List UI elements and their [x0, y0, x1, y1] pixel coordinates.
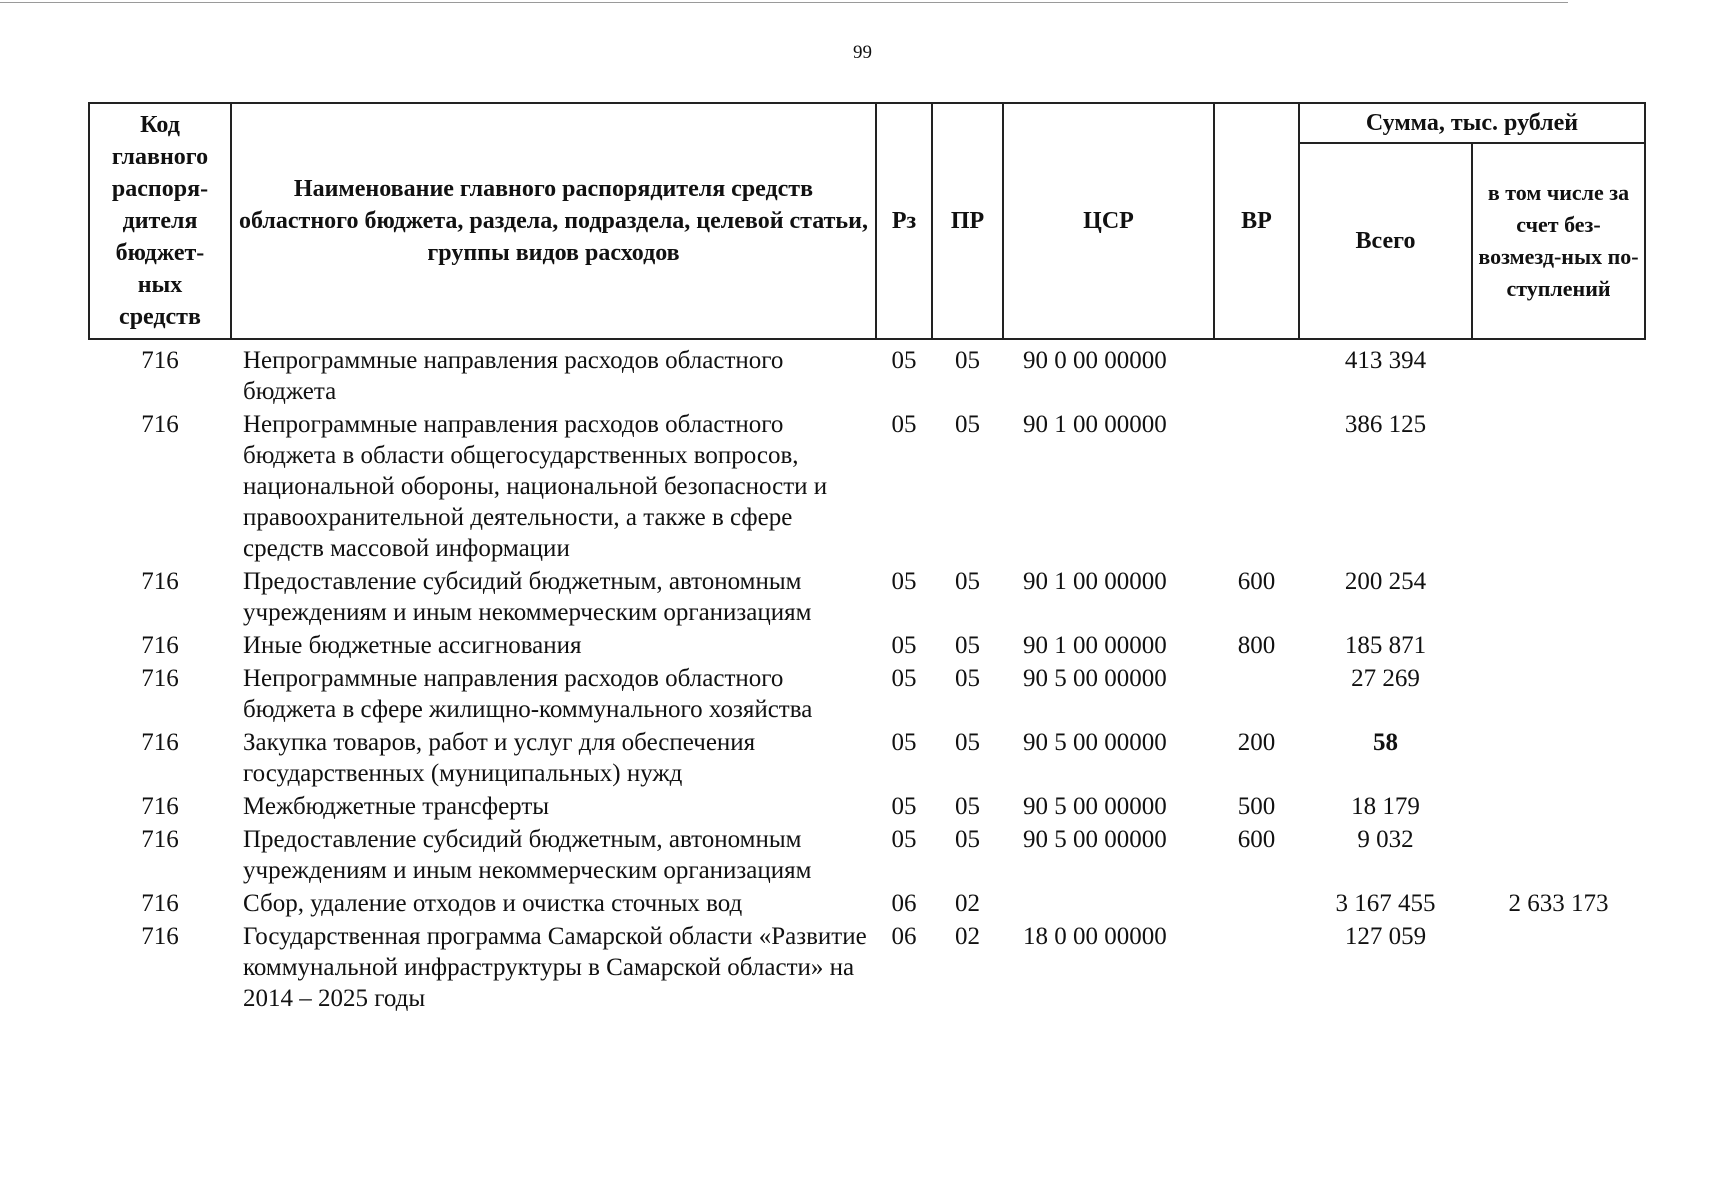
table-row: [89, 886, 1645, 919]
cell-total: 27 269: [1351, 665, 1420, 692]
header-vr: ВР: [1214, 103, 1299, 339]
cell-rz: 05: [891, 826, 917, 853]
cell-code: 716: [141, 347, 179, 374]
cell-rz: 06: [891, 890, 917, 917]
cell-name: Сбор, удаление отходов и очистка сточных вод: [243, 890, 743, 917]
cell-pr: 05: [955, 793, 980, 820]
cell-vr: 800: [1237, 632, 1276, 659]
table-row: [89, 564, 1645, 628]
cell-grants: [1472, 789, 1645, 822]
cell-total: 185 871: [1344, 632, 1427, 659]
header-total: Всего: [1299, 143, 1472, 339]
cell-grants: [1472, 564, 1645, 628]
cell-vr: [1214, 339, 1299, 407]
cell-grants: [1472, 725, 1645, 789]
cell-code: 716: [141, 411, 179, 438]
cell-vr: 200: [1237, 729, 1276, 756]
cell-csr: 18 0 00 00000: [1023, 923, 1167, 950]
cell-pr: 05: [955, 632, 980, 659]
cell-grants: [1472, 822, 1645, 886]
cell-name: Предоставление субсидий бюджетным, автономным учреждениям и иным некоммерческим организациям: [243, 568, 812, 626]
cell-vr: [1214, 407, 1299, 564]
cell-csr: 90 5 00 00000: [1023, 826, 1167, 853]
cell-total: 3 167 455: [1335, 890, 1436, 917]
cell-code: 716: [141, 890, 179, 917]
cell-name: Непрограммные направления расходов областного бюджета в сфере жилищно-коммунального хозяйства: [243, 665, 813, 723]
table-row: [89, 725, 1645, 789]
cell-name: Государственная программа Самарской области «Развитие коммунальной инфраструктуры в Самарской области» на 2014 – 2025 годы: [243, 923, 867, 1012]
cell-name: Непрограммные направления расходов областного бюджета в области общегосударственных вопросов, национальной обороны, национальной безопасности и правоохранительной деятельности, а также в сфере средств массовой информации: [243, 411, 828, 562]
cell-grants: [1472, 628, 1645, 661]
cell-pr: 05: [955, 826, 980, 853]
cell-pr: 05: [955, 411, 980, 438]
cell-total: 386 125: [1344, 411, 1427, 438]
cell-code: 716: [141, 568, 179, 595]
cell-grants: 2 633 173: [1508, 890, 1609, 917]
table-row: [89, 407, 1645, 564]
cell-grants: [1472, 919, 1645, 1014]
cell-csr: [1003, 886, 1214, 919]
page-number: 99: [853, 42, 872, 63]
cell-vr: [1214, 661, 1299, 725]
cell-name: Закупка товаров, работ и услуг для обеспечения государственных (муниципальных) нужд: [243, 729, 756, 787]
top-rule: [0, 2, 1568, 3]
cell-pr: 05: [955, 347, 980, 374]
header-pr: ПР: [932, 103, 1003, 339]
cell-grants: [1472, 661, 1645, 725]
cell-csr: 90 1 00 00000: [1023, 411, 1167, 438]
cell-code: 716: [141, 632, 179, 659]
cell-rz: 06: [891, 923, 917, 950]
cell-total: 9 032: [1357, 826, 1414, 853]
cell-pr: 05: [955, 665, 980, 692]
budget-table: [88, 102, 1646, 1014]
cell-rz: 05: [891, 729, 917, 756]
cell-vr: 500: [1237, 793, 1276, 820]
cell-vr: [1214, 919, 1299, 1014]
cell-rz: 05: [891, 632, 917, 659]
cell-name: Предоставление субсидий бюджетным, автономным учреждениям и иным некоммерческим организациям: [243, 826, 812, 884]
cell-grants: [1472, 407, 1645, 564]
cell-csr: 90 0 00 00000: [1023, 347, 1167, 374]
cell-code: 716: [141, 793, 179, 820]
cell-total: 413 394: [1344, 347, 1427, 374]
header-grants: в том числе за счет без-возмезд-ных по-ступлений: [1472, 143, 1645, 339]
cell-vr: [1214, 886, 1299, 919]
cell-total: 200 254: [1344, 568, 1427, 595]
cell-total: 18 179: [1351, 793, 1420, 820]
cell-csr: 90 5 00 00000: [1023, 793, 1167, 820]
cell-rz: 05: [891, 665, 917, 692]
cell-rz: 05: [891, 347, 917, 374]
table-row: [89, 339, 1645, 407]
cell-csr: 90 1 00 00000: [1023, 632, 1167, 659]
table-body: [89, 339, 1645, 1014]
header-name: Наименование главного распорядителя средств областного бюджета, раздела, подраздела, целевой статьи, группы видов расходов: [231, 103, 876, 339]
header-code: Код главного распоря-дителя бюджет-ных средств: [89, 103, 231, 339]
cell-code: 716: [141, 826, 179, 853]
cell-pr: 05: [955, 729, 980, 756]
cell-rz: 05: [891, 793, 917, 820]
cell-csr: 90 1 00 00000: [1023, 568, 1167, 595]
cell-grants: [1472, 339, 1645, 407]
header-csr: ЦСР: [1003, 103, 1214, 339]
cell-pr: 02: [955, 923, 980, 950]
cell-name: Непрограммные направления расходов областного бюджета: [243, 347, 784, 405]
cell-vr: 600: [1237, 826, 1276, 853]
cell-name: Иные бюджетные ассигнования: [243, 632, 582, 659]
cell-pr: 05: [955, 568, 980, 595]
table-row: [89, 628, 1645, 661]
header-rz: Рз: [876, 103, 932, 339]
header-sum: Сумма, тыс. рублей: [1299, 103, 1645, 143]
table-row: [89, 822, 1645, 886]
cell-vr: 600: [1237, 568, 1276, 595]
cell-code: 716: [141, 923, 179, 950]
table-row: [89, 789, 1645, 822]
cell-code: 716: [141, 729, 179, 756]
cell-pr: 02: [955, 890, 980, 917]
cell-code: 716: [141, 665, 179, 692]
cell-csr: 90 5 00 00000: [1023, 665, 1167, 692]
table-row: [89, 919, 1645, 1014]
cell-total: 127 059: [1344, 923, 1427, 950]
cell-name: Межбюджетные трансферты: [243, 793, 550, 820]
cell-total: 58: [1373, 729, 1398, 756]
table-header: [89, 103, 1645, 339]
table-row: [89, 661, 1645, 725]
cell-rz: 05: [891, 568, 917, 595]
cell-csr: 90 5 00 00000: [1023, 729, 1167, 756]
cell-rz: 05: [891, 411, 917, 438]
